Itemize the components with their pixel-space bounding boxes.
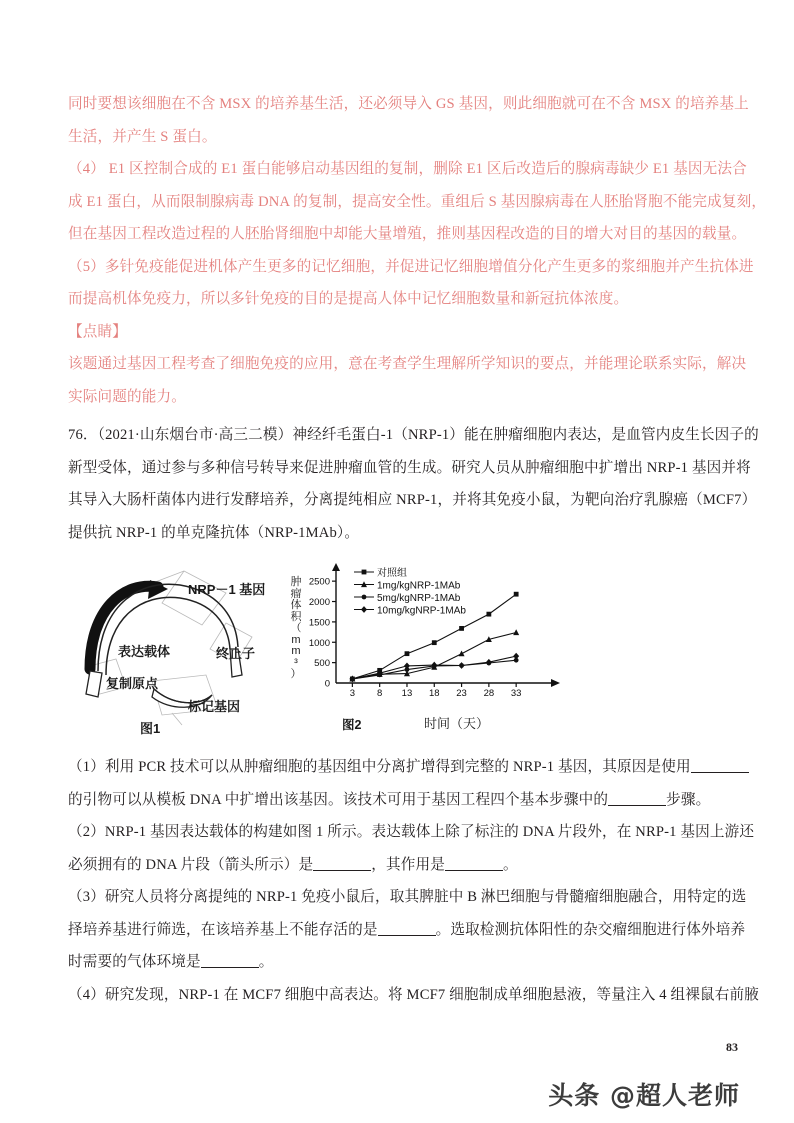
dianjing-line: 该题通过基因工程考查了细胞免疫的应用，意在考查学生理解所学知识的要点，并能理论联系实际，解决 [68, 356, 747, 372]
chart-y-axis-label: 肿 瘤 体 积 （ m m ³ ） [290, 576, 302, 680]
series-marker-3 [404, 662, 410, 669]
question-stem-line: 其导入大肠杆菌体内进行发酵培养，分离提纯相应 NRP-1，并将其免疫小鼠，为靶向治疗乳腺癌（MCF7） [68, 492, 757, 508]
question-stem-line: 76．（2021·山东烟台市·高三二模）神经纤毛蛋白-1（NRP-1）能在肿瘤细胞内表达，是血管内皮生长因子的 [68, 427, 759, 443]
x-tick-label: 28 [483, 688, 495, 699]
figure-2-caption: 图2 [342, 718, 362, 732]
y-tick-label: 1000 [308, 637, 330, 649]
q2-text-b: 必须拥有的 DNA 片段（箭头所示）是 [68, 856, 314, 873]
watermark: 头条 @超人老师 [548, 1081, 740, 1110]
y-tick-label: 500 [314, 658, 330, 670]
x-tick-label: 8 [377, 688, 383, 699]
label-marker-gene: 标记基因 [188, 699, 241, 714]
sub-question-3-line-3 [68, 946, 738, 979]
sub-question-2-line-1 [68, 816, 755, 849]
sub-question-2-line-2 [68, 849, 738, 882]
sub-question-3-line-1 [68, 881, 747, 914]
q1-blank-2[interactable] [608, 805, 666, 806]
sub-question-1-line-1 [68, 751, 738, 784]
answer-block [68, 88, 767, 316]
answer-line: 同时要想该细胞在不含 MSX 的培养基生活，还必须导入 GS 基因，则此细胞就可在不含 MSX 的培养基上 [68, 96, 749, 112]
answer-line: （5）多针免疫能促进机体产生更多的记忆细胞，并促进记忆细胞增值分化产生更多的浆细胞并产生抗体进 [68, 258, 754, 275]
q3-blank-1[interactable] [378, 935, 436, 936]
x-tick-label: 33 [510, 688, 522, 699]
figure-1-plasmid [76, 563, 316, 739]
q1-blank-1[interactable] [691, 772, 749, 773]
legend-label-2: 5mg/kgNRP-1MAb [377, 593, 461, 604]
page-number: 83 [726, 1040, 738, 1054]
legend-marker-3 [361, 606, 367, 613]
x-tick-label: 13 [401, 688, 413, 699]
question-stem-line: 新型受体，通过参与多种信号转导来促进肿瘤血管的生成。研究人员从肿瘤细胞中扩增出 NRP-1 基因并将 [68, 459, 751, 476]
series-marker-3 [459, 662, 465, 669]
x-axis-arrow-icon [551, 679, 560, 687]
series-marker-0 [486, 612, 491, 617]
q3-text-e: 。 [258, 954, 274, 970]
series-line-1 [352, 633, 516, 679]
label-terminator: 终止子 [216, 646, 256, 661]
label-nrp-gene: NRP－1 基因 [188, 582, 266, 597]
dianjing-line: 实际问题的能力。 [68, 388, 186, 405]
q2-text-c: ，其作用是 [371, 856, 446, 873]
vector-backbone-inner [106, 597, 230, 675]
legend-marker-0 [362, 570, 367, 575]
question-stem-line: 提供抗 NRP-1 的单克隆抗体（NRP-1MAb）。 [68, 524, 360, 541]
chart-legend [354, 566, 466, 617]
answer-line: （4） E1 区控制合成的 E1 蛋白能够启动基因组的复制，删除 E1 区后改造后的腺病毒缺少 E1 基因无法合 [68, 161, 747, 177]
q3-text-c: 。选取检测抗体阳性的杂交瘤细胞进行体外培养 [435, 921, 746, 938]
legend-label-3: 10mg/kgNRP-1MAb [377, 605, 466, 617]
dianjing-heading: 【点睛】 [68, 323, 127, 340]
label-expression-vector: 表达载体 [118, 644, 171, 659]
sub-question-4-line-1 [68, 979, 760, 1012]
figure-2-chart [290, 563, 560, 739]
q2-blank-1[interactable] [313, 870, 371, 871]
x-tick-label: 3 [349, 688, 356, 699]
y-tick-label: 2000 [308, 597, 330, 609]
q4-text-a: （4）研究发现，NRP-1 在 MCF7 细胞中高表达。将 MCF7 细胞制成单细胞悬液，等量注入 4 组裸鼠右前腋 [68, 986, 760, 1003]
series-marker-0 [514, 592, 519, 597]
series-marker-0 [432, 640, 437, 645]
y-tick-label: 2500 [308, 576, 330, 588]
answer-line: 生活，并产生 S 蛋白。 [68, 128, 217, 145]
sub-question-1-line-2 [68, 784, 738, 817]
dianjing-block [68, 316, 747, 414]
q3-blank-2[interactable] [201, 967, 259, 968]
q2-text-a: （2）NRP-1 基因表达载体的构建如图 1 所示。表达载体上除了标注的 DNA 片段外，在 NRP-1 基因上游还 [68, 824, 755, 840]
series-marker-1 [459, 650, 465, 656]
series-3 [349, 653, 519, 683]
legend-label-0: 对照组 [377, 568, 407, 579]
q3-text-a: （3）研究人员将分离提纯的 NRP-1 免疫小鼠后，取其脾脏中 B 淋巴细胞与骨髓瘤细胞融合，用特定的选 [68, 889, 747, 905]
legend-label-1: 1mg/kgNRP-1MAb [377, 580, 461, 592]
x-tick-label: 18 [428, 688, 440, 699]
x-tick-label: 23 [456, 688, 467, 699]
tumor-volume-line-chart [290, 563, 560, 715]
series-marker-3 [513, 653, 519, 660]
question-stem [68, 419, 759, 549]
q1-text-c: 步骤。 [666, 791, 711, 808]
y-tick-label: 1500 [308, 617, 330, 629]
series-marker-0 [405, 651, 410, 656]
q3-text-b: 择培养基进行筛选，在该培养基上不能存活的是 [68, 921, 378, 938]
label-origin-replication: 复制原点 [106, 676, 159, 691]
sub-questions [68, 751, 760, 1011]
answer-line: 而提高机体免疫力，所以多针免疫的目的是提高人体中记忆细胞数量和新冠抗体浓度。 [68, 291, 629, 307]
series-marker-1 [513, 629, 519, 635]
series-marker-0 [459, 626, 464, 631]
q2-text-d: 。 [503, 856, 518, 873]
answer-line: 但在基因工程改造过程的人胚胎肾细胞中却能大量增殖，推则基因程改造的目的增大对目的基因的载量。 [68, 226, 747, 242]
answer-line: 成 E1 蛋白，从而限制腺病毒 DNA 的复制，提高安全性。重组后 S 基因腺病毒在人胚胎肾胞不能完成复刻， [68, 193, 767, 210]
q1-text-a: （1）利用 PCR 技术可以从肿瘤细胞的基因组中分离扩增得到完整的 NRP-1 基因，其原因是使用 [68, 759, 691, 775]
q3-text-d: 时需要的气体环境是 [68, 954, 201, 970]
sub-question-3-line-2 [68, 914, 746, 947]
q2-blank-2[interactable] [445, 870, 503, 871]
legend-marker-2 [362, 595, 367, 600]
figures-row [68, 563, 738, 741]
series-marker-3 [486, 659, 492, 666]
y-tick-label-zero: 0 [324, 678, 330, 690]
q1-text-b: 的引物可以从模板 DNA 中扩增出该基因。该技术可用于基因工程四个基本步骤中的 [68, 791, 609, 808]
y-axis-arrow-icon [332, 563, 340, 571]
figure-1-caption: 图1 [140, 721, 161, 736]
chart-x-axis-label: 时间（天） [424, 716, 490, 731]
